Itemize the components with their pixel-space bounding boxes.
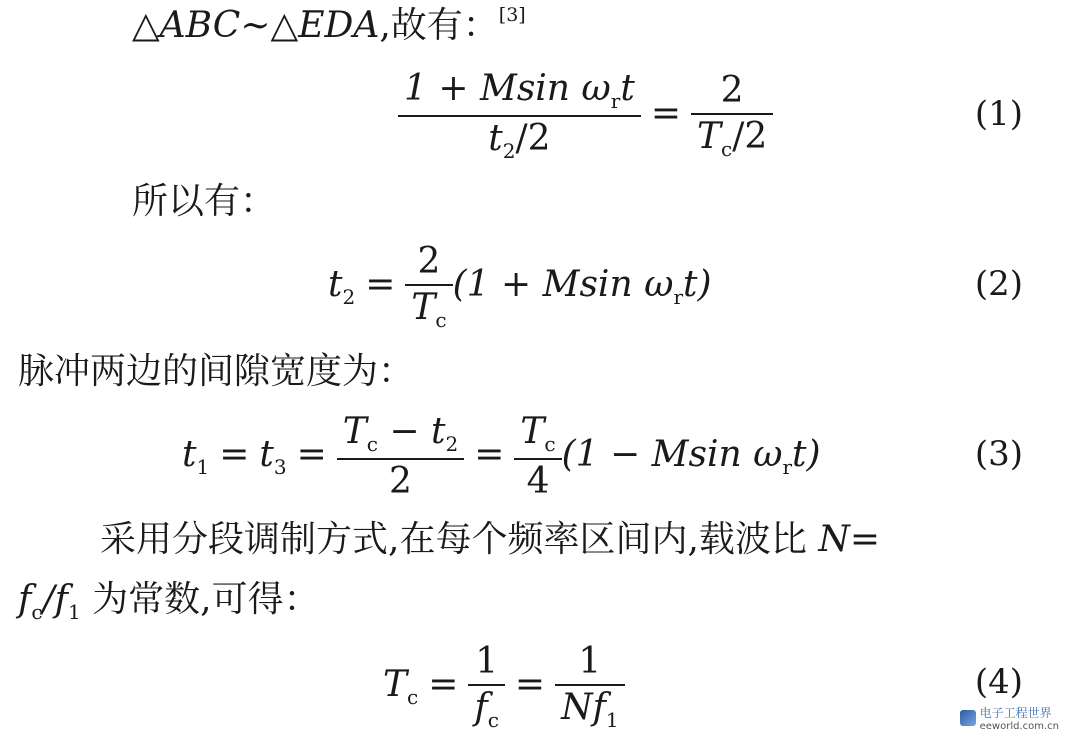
text-line-8: $f_c/f_1$ 为常数,可得： [18, 579, 320, 624]
text-line-1 [132, 4, 526, 53]
equation-number-4: (4) [974, 662, 1023, 702]
eq4-fraction-2: $\frac{1}{Nf_1}$ [555, 640, 625, 734]
equation-4: $T_c$ = $\frac{1}{f_c}$ = $\frac{1}{Nf_1}$ [383, 640, 625, 734]
eq1-right-fraction: $\frac{2}{T_c/2}$ [691, 69, 773, 163]
equation-number-3: (3) [974, 434, 1023, 474]
eq1-left-fraction: $\frac{1 + Msin \omega_rt}{t_2/2}$ [398, 67, 641, 165]
text-line-7: 采用分段调制方式,在每个频率区间内,载波比 N= [100, 519, 881, 560]
eeworld-logo-icon [960, 710, 976, 726]
watermark [960, 704, 1059, 732]
similar-triangles: △ABC∼△EDA [132, 5, 380, 46]
equation-number-2: (2) [974, 264, 1023, 304]
equation-2: $t_2$ = $\frac{2}{T_c}$ (1 + Msin $\omega_rt$) [328, 241, 712, 332]
equation-number-1: (1) [974, 94, 1023, 134]
eq2-fraction: $\frac{2}{T_c}$ [405, 240, 452, 334]
watermark-line-1: 电子工程世界 [979, 706, 1052, 720]
citation-ref: [3] [498, 4, 526, 26]
watermark-line-2: eeworld.com.cn [979, 721, 1059, 732]
equation-1: $\frac{1 + Msin \omega_rt}{t_2/2}$ = $\frac{2}{T_c/2}$ [398, 67, 773, 165]
eq3-fraction-1: $\frac{T_c - t_2}{2}$ [337, 410, 464, 504]
eq4-fraction-1: $\frac{1}{f_c}$ [468, 640, 505, 734]
eq3-fraction-2: $\frac{T_c}{4}$ [514, 410, 561, 504]
text-line-5: 脉冲两边的间隙宽度为： [18, 351, 415, 392]
equation-3: $t_1 = t_3$ = $\frac{T_c - t_2}{2}$ = $\frac{T_c}{4}$ (1 − Msin $\omega_rt$) [182, 411, 821, 502]
text-line-3: 所以有： [132, 181, 277, 222]
line-1-text: ,故有： [379, 5, 499, 46]
